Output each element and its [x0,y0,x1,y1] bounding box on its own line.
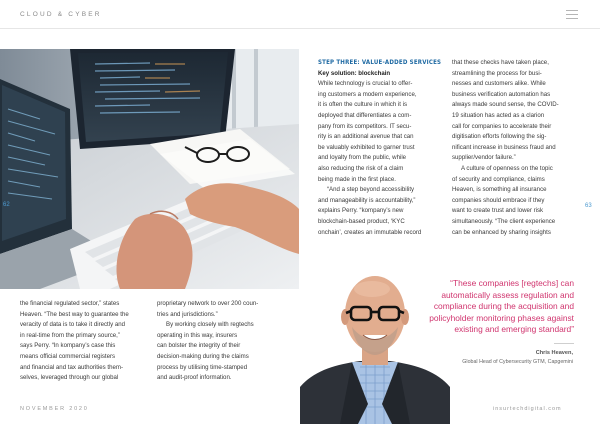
pull-quote-line: existing and emerging standard” [454,324,574,335]
column-line: streamlining the process for busi- [452,69,542,77]
column-line: selves, leveraged through our global [20,374,119,382]
pull-quote-line: policyholder monitoring phases against [429,312,574,323]
column-line: be valuably exhibited to garner trust [318,143,415,151]
column-line: that these checks have taken place, [452,59,549,66]
column-line: veracity of data is to take it directly and [20,321,125,329]
column-line: pany from its competitors. IT secu- [318,122,412,130]
column-line: and loyalty from the public, while [318,154,407,162]
column-line: Heaven, is something all insurance [452,186,547,194]
column-line: Heaven. “The best way to guarantee the [20,310,129,318]
pull-quote-line: automatically assess regulation and [441,289,574,300]
pull-quote [420,278,574,336]
column-line: want to create trust and lower risk [452,207,544,215]
column-line: in real-time from the primary source,” [20,331,120,339]
column-line: it is often the culture in which it is [318,101,408,109]
column-line: can bolster the integrity of their [157,342,241,350]
article-column-3 [20,299,150,384]
column-line: business verification automation has [452,90,551,98]
article-column-1 [318,58,446,238]
column-line: 19 situation has acted as a clarion [452,111,545,119]
column-line: tries and jurisdictions.” [157,310,218,318]
magazine-section-title: CLOUD & CYBER [20,11,102,18]
website-link[interactable]: insurtechdigital.com [493,406,562,412]
key-solution-subheading: Key solution: blockchain [318,69,391,77]
column-line: the financial regulated sector,” states [20,300,120,307]
page-number-left: 62 [3,202,10,208]
laptop-typing-photo [0,49,299,289]
article-column-4 [157,299,292,384]
pull-quote-line: compliance during the acquisition and [433,301,574,312]
column-line: digitisation efforts following the sig- [452,133,547,141]
column-line: explains Perry. “kompany’s new [318,207,404,215]
column-line: A culture of openness on the topic [461,164,553,172]
column-line: means official commercial registers [20,352,116,360]
column-line: deployed that differentiates a com- [318,111,412,119]
column-line: proprietary network to over 200 coun- [157,300,259,307]
column-line: of security and compliance, claims [452,175,545,183]
column-line: call for companies to accelerate their [452,122,552,130]
column-line: nesses and customers alike. While [452,80,546,88]
step-three-heading: STEP THREE: VALUE-ADDED SERVICES [318,59,442,66]
column-line: rity is an additional avenue that can [318,133,414,141]
column-line: and financial and tax authorities them- [20,363,123,371]
page-number-right: 63 [585,203,592,209]
column-line: By working closely with regtechs [166,321,254,329]
column-line: blockchain-based product, ‘KYC [318,217,405,225]
quote-attribution-title: Global Head of Cybersecurity GTM, Capgemini [462,359,573,365]
column-line: always made sound sense, the COVID- [452,101,559,109]
column-line: says Perry. “In kompany’s case this [20,342,116,350]
column-line: being made in the first place. [318,175,396,183]
column-line: operating in this way, insurers [157,331,238,339]
quote-attribution-name: Chris Heaven, [535,350,573,356]
column-line: can be enhanced by sharing insights [452,228,551,236]
column-line: nificant increase in business fraud and [452,143,556,151]
issue-date: NOVEMBER 2020 [20,406,89,412]
column-line: process by utilising time-stamped [157,363,248,371]
article-column-2 [452,58,582,238]
column-line: “And a step beyond accessibility [327,186,415,194]
header-divider [0,28,600,29]
column-line: and manageability is accountability,” [318,196,416,204]
column-line: also reducing the risk of a claim [318,164,404,172]
column-line: onchain’, creates an immutable record [318,228,422,236]
column-line: supplier/vendor failure.” [452,154,516,162]
column-line: companies should embrace if they [452,196,545,204]
hamburger-menu-icon[interactable] [566,10,578,20]
column-line: simultaneously. “The client experience [452,217,556,225]
column-line: decision-making during the claims [157,352,249,360]
pull-quote-line: “These companies [regtechs] can [450,278,574,288]
column-line: ing customers a modern experience, [318,90,417,98]
attribution-divider [554,343,574,344]
column-line: While technology is crucial to offer- [318,80,413,88]
column-line: and audit-proof information. [157,374,232,382]
